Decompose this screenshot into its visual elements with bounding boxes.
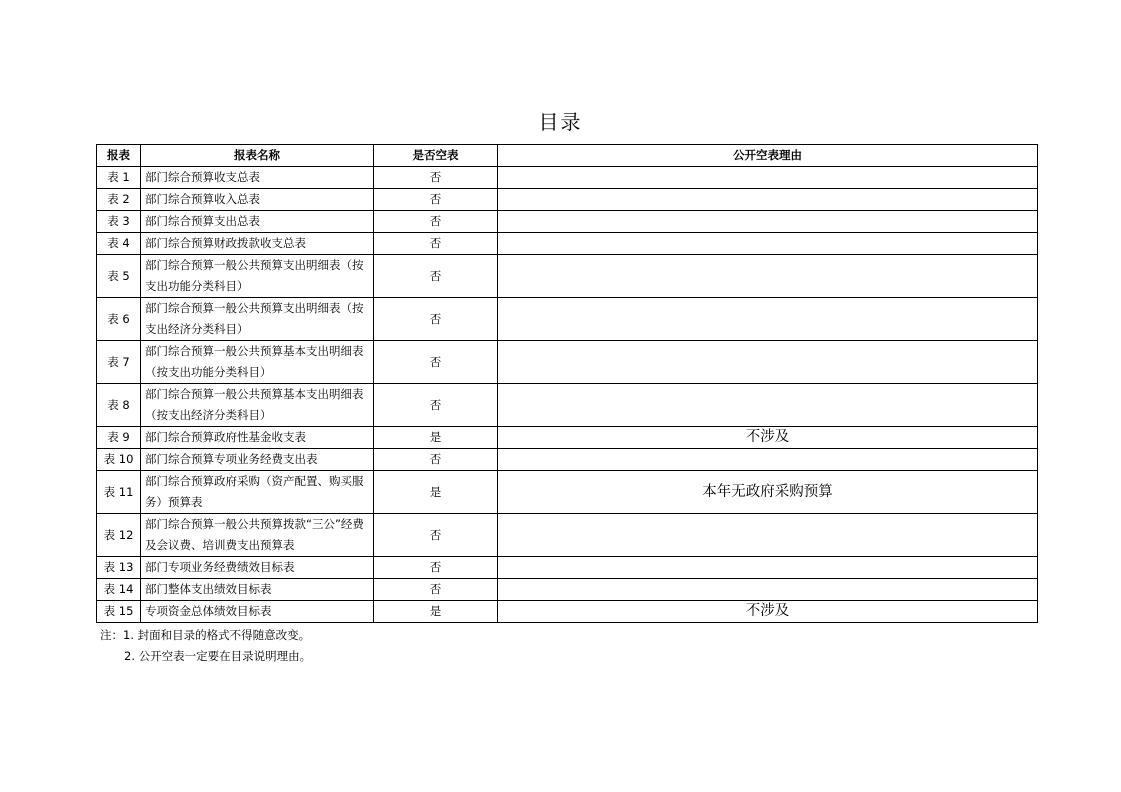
empty-reason (498, 255, 1038, 298)
table-row (97, 211, 1038, 233)
report-name: 专项资金总体绩效目标表 (141, 601, 374, 623)
is-empty: 否 (374, 211, 498, 233)
is-empty: 否 (374, 557, 498, 579)
is-empty: 否 (374, 341, 498, 384)
empty-reason: 不涉及 (498, 601, 1038, 623)
report-no: 表 14 (97, 579, 141, 601)
empty-reason (498, 579, 1038, 601)
table-row (97, 579, 1038, 601)
report-no: 表 13 (97, 557, 141, 579)
report-name: 部门综合预算政府采购（资产配置、购买服务）预算表 (141, 471, 374, 514)
table-row (97, 384, 1038, 427)
report-no: 表 2 (97, 189, 141, 211)
report-no: 表 4 (97, 233, 141, 255)
empty-reason (498, 233, 1038, 255)
table-row (97, 167, 1038, 189)
table-row (97, 189, 1038, 211)
header-is-empty: 是否空表 (374, 145, 498, 167)
table-row (97, 601, 1038, 623)
is-empty: 否 (374, 298, 498, 341)
notes (100, 625, 311, 667)
report-name: 部门综合预算一般公共预算基本支出明细表（按支出功能分类科目） (141, 341, 374, 384)
is-empty: 否 (374, 514, 498, 557)
is-empty: 否 (374, 189, 498, 211)
is-empty: 否 (374, 579, 498, 601)
report-name: 部门综合预算专项业务经费支出表 (141, 449, 374, 471)
table-row (97, 255, 1038, 298)
report-name: 部门综合预算收支总表 (141, 167, 374, 189)
header-report-name: 报表名称 (141, 145, 374, 167)
report-name: 部门专项业务经费绩效目标表 (141, 557, 374, 579)
empty-reason (498, 449, 1038, 471)
table-row (97, 427, 1038, 449)
empty-reason: 不涉及 (498, 427, 1038, 449)
header-empty-reason: 公开空表理由 (498, 145, 1038, 167)
empty-reason (498, 384, 1038, 427)
report-no: 表 6 (97, 298, 141, 341)
report-no: 表 10 (97, 449, 141, 471)
report-name: 部门综合预算一般公共预算拨款“三公”经费及会议费、培训费支出预算表 (141, 514, 374, 557)
is-empty: 是 (374, 471, 498, 514)
table-row (97, 471, 1038, 514)
is-empty: 是 (374, 427, 498, 449)
empty-reason (498, 298, 1038, 341)
report-no: 表 15 (97, 601, 141, 623)
report-no: 表 8 (97, 384, 141, 427)
is-empty: 否 (374, 384, 498, 427)
report-no: 表 11 (97, 471, 141, 514)
table-row (97, 233, 1038, 255)
report-name: 部门综合预算政府性基金收支表 (141, 427, 374, 449)
table-row (97, 449, 1038, 471)
note-line-1: 注：1. 封面和目录的格式不得随意改变。 (100, 628, 311, 642)
table-row (97, 341, 1038, 384)
report-no: 表 1 (97, 167, 141, 189)
page-title: 目录 (538, 110, 583, 134)
empty-reason (498, 167, 1038, 189)
empty-reason (498, 211, 1038, 233)
is-empty: 是 (374, 601, 498, 623)
note-line-2: 2. 公开空表一定要在目录说明理由。 (124, 649, 312, 663)
report-name: 部门综合预算财政拨款收支总表 (141, 233, 374, 255)
table-of-contents (96, 144, 1038, 623)
report-no: 表 9 (97, 427, 141, 449)
empty-reason (498, 189, 1038, 211)
report-no: 表 3 (97, 211, 141, 233)
is-empty: 否 (374, 449, 498, 471)
report-no: 表 7 (97, 341, 141, 384)
report-no: 表 5 (97, 255, 141, 298)
is-empty: 否 (374, 233, 498, 255)
empty-reason: 本年无政府采购预算 (498, 471, 1038, 514)
report-name: 部门综合预算一般公共预算基本支出明细表（按支出经济分类科目） (141, 384, 374, 427)
table-row (97, 557, 1038, 579)
report-no: 表 12 (97, 514, 141, 557)
empty-reason (498, 514, 1038, 557)
table-row (97, 298, 1038, 341)
empty-reason (498, 557, 1038, 579)
empty-reason (498, 341, 1038, 384)
report-name: 部门综合预算一般公共预算支出明细表（按支出功能分类科目） (141, 255, 374, 298)
is-empty: 否 (374, 255, 498, 298)
is-empty: 否 (374, 167, 498, 189)
report-name: 部门综合预算收入总表 (141, 189, 374, 211)
table-row (97, 514, 1038, 557)
report-name: 部门整体支出绩效目标表 (141, 579, 374, 601)
header-report-no: 报表 (97, 145, 141, 167)
report-name: 部门综合预算一般公共预算支出明细表（按支出经济分类科目） (141, 298, 374, 341)
report-name: 部门综合预算支出总表 (141, 211, 374, 233)
table-header-row (97, 145, 1038, 167)
